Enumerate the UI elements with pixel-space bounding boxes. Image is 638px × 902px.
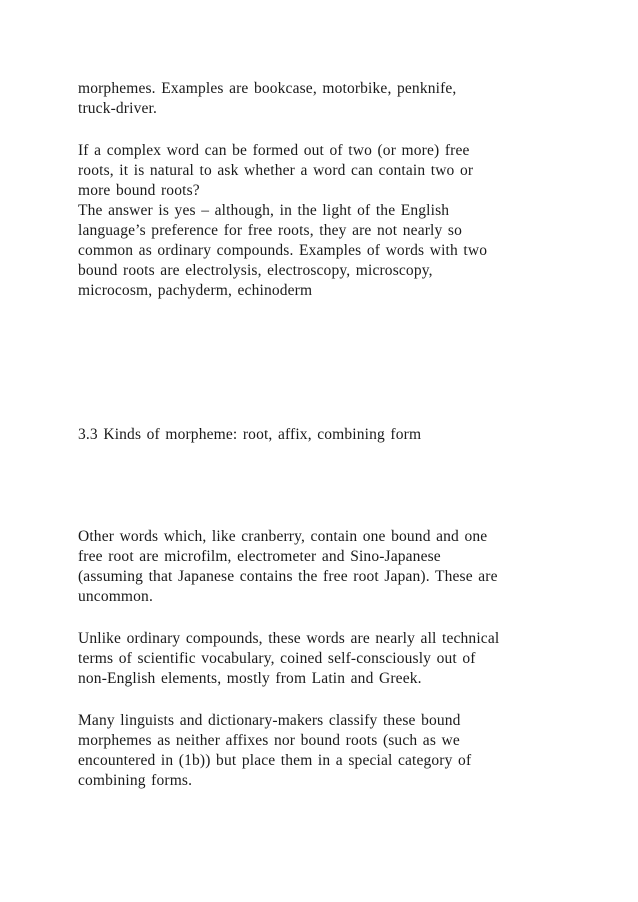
paragraph-2-line-1: If a complex word can be formed out of two (or more) free (78, 142, 470, 159)
paragraph-2-line-7: bound roots are electrolysis, electroscopy, microscopy, (78, 262, 433, 279)
paragraph-4-line-1: Unlike ordinary compounds, these words are nearly all technical (78, 630, 500, 647)
paragraph-1-line-2: truck-driver. (78, 100, 157, 117)
paragraph-5-line-2: morphemes as neither affixes nor bound roots (such as we (78, 732, 460, 749)
paragraph-5-line-4: combining forms. (78, 772, 193, 789)
paragraph-2-line-8: microcosm, pachyderm, echinoderm (78, 282, 313, 299)
paragraph-2-line-6: common as ordinary compounds. Examples of words with two (78, 242, 488, 259)
paragraph-5-line-3: encountered in (1b)) but place them in a special category of (78, 752, 472, 769)
paragraph-1-line-1: morphemes. Examples are bookcase, motorbike, penknife, (78, 80, 457, 97)
paragraph-3-line-4: uncommon. (78, 588, 153, 605)
paragraph-3-line-2: free root are microfilm, electrometer and Sino-Japanese (78, 548, 441, 565)
section-heading: 3.3 Kinds of morpheme: root, affix, combining form (78, 426, 422, 443)
paragraph-2-line-5: language’s preference for free roots, they are not nearly so (78, 222, 462, 239)
paragraph-2-line-3: more bound roots? (78, 182, 200, 199)
paragraph-5-line-1: Many linguists and dictionary-makers classify these bound (78, 712, 461, 729)
paragraph-4-line-2: terms of scientific vocabulary, coined self-consciously out of (78, 650, 476, 667)
paragraph-3-line-1: Other words which, like cranberry, contain one bound and one (78, 528, 488, 545)
paragraph-2-line-4: The answer is yes – although, in the light of the English (78, 202, 450, 219)
paragraph-4-line-3: non-English elements, mostly from Latin and Greek. (78, 670, 422, 687)
paragraph-2-line-2: roots, it is natural to ask whether a word can contain two or (78, 162, 474, 179)
paragraph-3-line-3: (assuming that Japanese contains the free root Japan). These are (78, 568, 498, 585)
